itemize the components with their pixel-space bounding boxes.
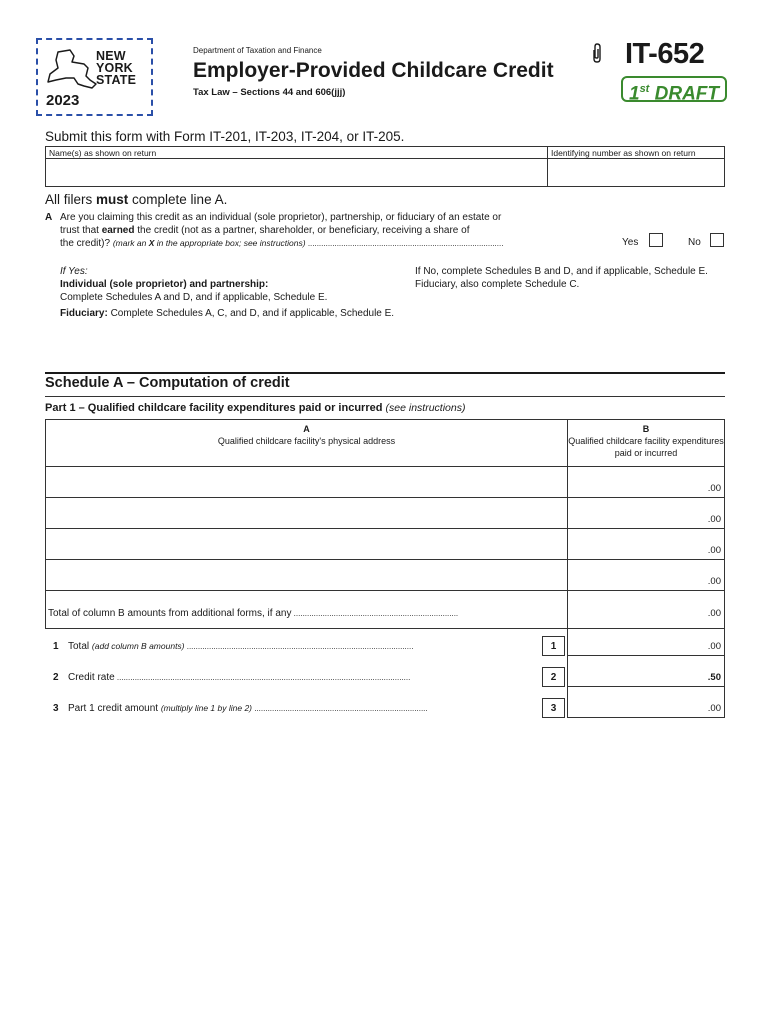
tax-year: 2023 xyxy=(46,92,80,109)
individual-text: Complete Schedules A and D, and if applicable, Schedule E. xyxy=(60,292,328,303)
line-note: (multiply line 1 by line 2) xyxy=(160,703,253,713)
yes-option xyxy=(622,237,638,248)
logo-line: STATE xyxy=(96,73,137,87)
text-segment: trust that xyxy=(60,225,102,236)
line-description xyxy=(68,641,413,652)
text-segment: the credit (not as a partner, shareholder, or beneficiary, receiving a share of xyxy=(134,225,470,236)
department-name: Department of Taxation and Finance xyxy=(193,46,322,55)
amount-field[interactable] xyxy=(568,498,724,528)
column-a-label: Qualified childcare facility's physical address xyxy=(217,436,396,446)
column-a-letter: A xyxy=(303,424,310,434)
divider xyxy=(45,372,725,374)
line-number-box: 3 xyxy=(542,698,565,718)
dot-leader: .............................................................................. xyxy=(252,704,428,713)
all-filers-suffix: complete line A. xyxy=(128,192,228,207)
no-option xyxy=(688,237,701,248)
line-a-text-1: Are you claiming this credit as an individual (sole proprietor), partnership, or fiduciary of an estate or xyxy=(60,212,502,223)
id-number-field[interactable] xyxy=(548,159,724,186)
all-filers-prefix: All filers xyxy=(45,192,97,207)
line-a-text-2 xyxy=(60,224,620,237)
fiduciary-heading: Fiduciary: xyxy=(60,308,108,319)
additional-forms-row xyxy=(46,590,724,628)
draft-stamp xyxy=(621,76,727,105)
no-checkbox[interactable] xyxy=(710,233,724,247)
logo-line: NEW xyxy=(96,49,126,63)
line-label: Total xyxy=(68,641,90,652)
dot-leader: .................................................................................................................................... xyxy=(114,673,411,682)
fiduciary-paragraph xyxy=(60,307,400,320)
expenditures-table xyxy=(45,419,725,629)
line-a-text xyxy=(60,211,620,250)
all-filers-must: must xyxy=(96,192,129,207)
if-no-instructions: If No, complete Schedules B and D, and if applicable, Schedule E. Fiduciary, also complete Schedule C. xyxy=(415,266,708,290)
amount-field[interactable] xyxy=(568,560,724,590)
fiduciary-text: Complete Schedules A, C, and D, and if applicable, Schedule E. xyxy=(107,308,395,319)
amount-value: .00 xyxy=(707,545,721,556)
text-segment: Total of column B amounts from additional forms, if any xyxy=(48,608,292,619)
line-description xyxy=(68,703,428,714)
column-b-header xyxy=(568,423,724,459)
part-1-title: Part 1 – Qualified childcare facility expenditures paid or incurred xyxy=(45,402,383,414)
id-number-label: Identifying number as shown on return xyxy=(551,148,696,158)
amount-value: .00 xyxy=(707,514,721,525)
table-row xyxy=(46,466,724,497)
form-title: Employer-Provided Childcare Credit xyxy=(193,59,554,82)
draft-ordinal-suffix: st xyxy=(639,83,650,95)
yes-checkbox[interactable] xyxy=(649,233,663,247)
tax-law-reference: Tax Law – Sections 44 and 606(jjj) xyxy=(193,87,346,98)
additional-forms-label xyxy=(48,608,458,619)
all-filers-instruction xyxy=(45,192,227,207)
amount-value: .00 xyxy=(707,641,721,652)
amount-value: .00 xyxy=(707,703,721,714)
amount-value: .50 xyxy=(707,672,721,683)
new-york-state-map-icon xyxy=(44,48,104,92)
column-b-label: Qualified childcare facility expenditures paid or incurred xyxy=(568,436,724,458)
name-label: Name(s) as shown on return xyxy=(49,148,157,158)
dot-leader: ........................................................................................ xyxy=(305,239,504,248)
form-number: IT-652 xyxy=(625,38,705,70)
address-field[interactable] xyxy=(46,560,567,590)
draft-label: DRAFT xyxy=(654,83,720,105)
line-a-letter: A xyxy=(45,212,53,223)
divider xyxy=(45,396,725,397)
paperclip-icon xyxy=(591,42,603,64)
yes-label: Yes xyxy=(622,237,639,248)
name-field[interactable] xyxy=(46,159,547,186)
line-note: (add column B amounts) xyxy=(91,641,185,651)
line-1-amount-field[interactable] xyxy=(567,625,725,656)
line-a-text-3 xyxy=(60,237,620,250)
individual-heading: Individual (sole proprietor) and partnership: xyxy=(60,279,269,290)
table-row xyxy=(46,497,724,528)
line-1 xyxy=(45,636,725,658)
amount-value: .00 xyxy=(707,608,721,619)
schedule-a-title: Schedule A – Computation of credit xyxy=(45,375,290,391)
earned-emphasis: earned xyxy=(101,225,135,236)
line-number: 2 xyxy=(53,672,59,683)
column-b-letter: B xyxy=(642,424,650,434)
dot-leader: .......................................................................... xyxy=(291,609,459,618)
line-label: Credit rate xyxy=(68,672,115,683)
amount-value: .00 xyxy=(707,483,721,494)
dot-leader: ...................................................................................................... xyxy=(184,642,414,651)
part-1-heading xyxy=(45,402,465,414)
additional-forms-amount-field[interactable] xyxy=(568,591,724,628)
draft-ordinal: 1 xyxy=(628,83,640,105)
table-row xyxy=(46,528,724,559)
text-segment: the credit)? xyxy=(60,238,113,249)
if-yes-instructions xyxy=(60,265,400,320)
line-description xyxy=(68,672,410,683)
line-label: Part 1 credit amount xyxy=(68,703,159,714)
part-1-note: (see instructions) xyxy=(385,402,466,414)
logo-text xyxy=(96,50,136,86)
column-a-header xyxy=(46,423,567,447)
amount-field[interactable] xyxy=(568,529,724,559)
amount-field[interactable] xyxy=(568,467,724,497)
instruction-note xyxy=(113,238,306,248)
line-2-amount-field xyxy=(567,656,725,687)
line-2 xyxy=(45,667,725,689)
address-field[interactable] xyxy=(46,467,567,497)
amount-value: .00 xyxy=(707,576,721,587)
if-yes-label: If Yes: xyxy=(60,266,88,277)
line-number-box: 2 xyxy=(542,667,565,687)
x-mark-label: X xyxy=(148,238,155,248)
no-label: No xyxy=(688,237,701,248)
line-3 xyxy=(45,698,725,720)
address-field[interactable] xyxy=(46,498,567,528)
text-segment: (mark an xyxy=(112,238,149,248)
table-row xyxy=(46,559,724,590)
logo-line: YORK xyxy=(96,61,133,75)
line-number-box: 1 xyxy=(542,636,565,656)
line-number: 1 xyxy=(53,641,59,652)
nys-logo xyxy=(36,38,153,116)
taxpayer-info-box xyxy=(45,146,725,187)
submit-instructions: Submit this form with Form IT-201, IT-203, IT-204, or IT-205. xyxy=(45,129,405,144)
text-segment: in the appropriate box; see instructions) xyxy=(154,238,306,248)
line-3-amount-field[interactable] xyxy=(567,687,725,718)
address-field[interactable] xyxy=(46,529,567,559)
line-number: 3 xyxy=(53,703,59,714)
